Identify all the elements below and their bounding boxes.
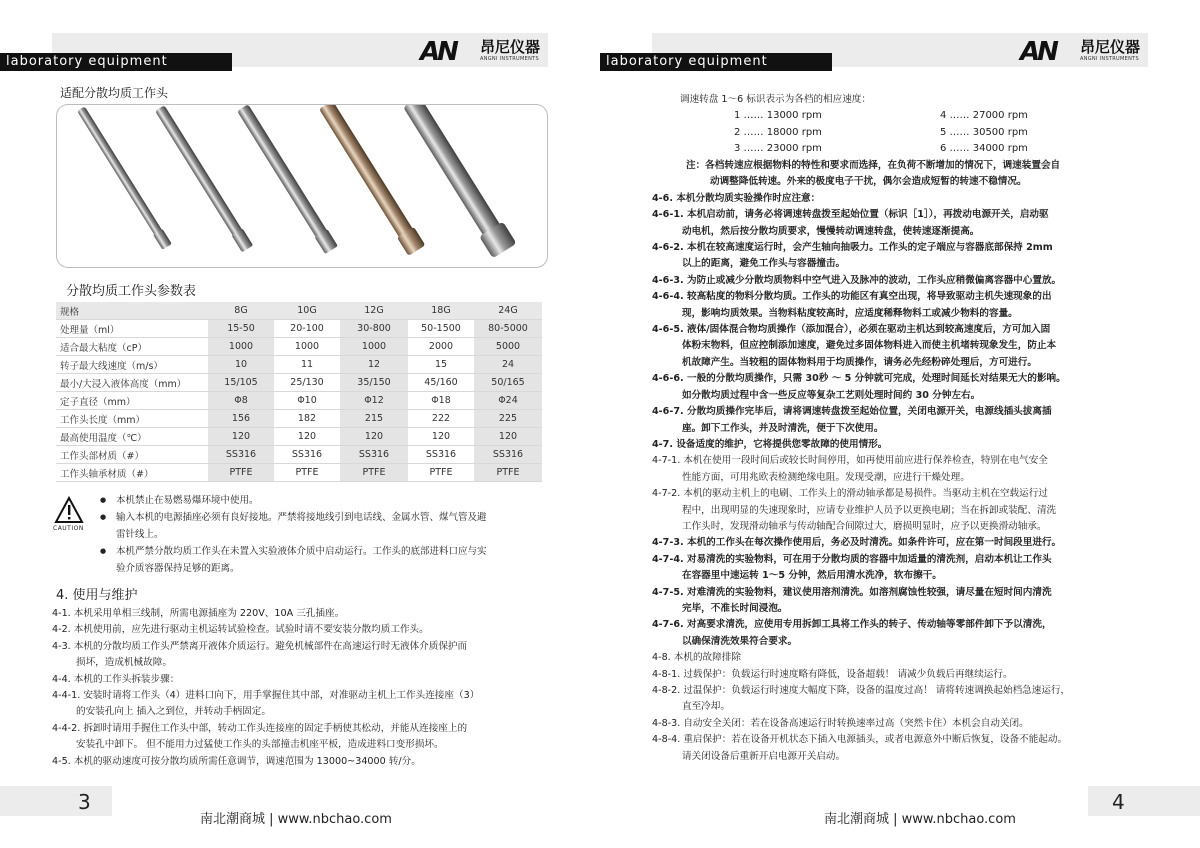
text-line: 动调整降低转速。外来的极度电子干扰，偶尔会造成短暂的转速不稳情况。 [710, 176, 1027, 188]
header-label: laboratory equipment [600, 53, 832, 71]
table-cell: 50/165 [474, 374, 542, 392]
caution-item-cont: 雷针线上。 [116, 529, 164, 540]
text-line: 4-6-5. 液体/固体混合物均质操作（添加混合），必须在驱动主机达到较高速度后，方可加入固 [652, 324, 1051, 336]
text-line: 4-7-4. 对易清洗的实验物料，可在用于分散均质的容器中加适量的清洗剂，启动本机让工作头 [652, 553, 1052, 565]
probe-18g [317, 105, 425, 256]
text-line: 4-8-4. 重启保护：若在设备开机状态下插入电源插头，或者电源意外中断后恢复，设备不能起动。 [652, 734, 1068, 746]
table-cell: 1000 [340, 338, 408, 356]
text-line: 4-1. 本机采用单相三线制，所需电源插座为 220V、10A 三孔插座。 [52, 608, 345, 619]
text-line: 4-7-3. 本机的工作头在每次操作使用后，务必及时清洗。如条件许可，应在第一时间段里进行。 [652, 537, 1062, 549]
page-number: 3 [78, 790, 91, 814]
table-cell: 222 [408, 410, 474, 428]
table-cell: 2000 [408, 338, 474, 356]
right-page [600, 0, 1200, 848]
table-row [56, 392, 542, 410]
probe-8g [76, 106, 172, 250]
table-cell: 45/160 [408, 374, 474, 392]
table-cell: PTFE [474, 464, 542, 482]
table-cell: PTFE [408, 464, 474, 482]
probe-10g [154, 105, 253, 252]
row-label: 工作头部材质（#） [56, 446, 208, 464]
table-cell: Φ8 [208, 392, 274, 410]
row-label: 工作头长度（mm） [56, 410, 208, 428]
page-number: 4 [1112, 790, 1125, 814]
text-line: 机故障产生。当较粗的固体物料用于均质操作，请务必先经粉碎处理后，方可进行。 [682, 356, 1037, 368]
text-line: 4-7-6. 对高要求清洗，应使用专用拆卸工具将工作头的转子、传动轴等零部件卸下予以清洗， [652, 619, 1052, 631]
text-line: 以确保清洗效果符合要求。 [682, 635, 798, 647]
table-row [56, 464, 542, 482]
text-line: 注：各档转速应根据物料的特性和要求而选择，在负荷不断增加的情况下，调速装置会自 [686, 160, 1061, 171]
text-line: 4-5. 本机的驱动速度可按分散均质所需任意调节，调速范围为 13000~34000 转/分。 [52, 755, 421, 767]
speed-row [734, 141, 1034, 158]
text-line: 直至冷却。 [682, 701, 730, 713]
speed-item: 6 …… 34000 rpm [940, 143, 1028, 154]
operation-text [652, 158, 1162, 765]
caution-item: ● 输入本机的电源插座必须有良好接地。严禁将接地线引到电话线、金属水管、煤气管及避 [100, 509, 560, 526]
table-cell: 50-1500 [408, 320, 474, 338]
table-header-cell: 10G [274, 302, 340, 320]
table-header-cell: 12G [340, 302, 408, 320]
table-cell: SS316 [274, 446, 340, 464]
text-line: 4-6-6. 一般的分散均质操作，只需 30秒 ～ 5 分钟就可完成，处理时间延长对结果无大的影响。 [652, 373, 1066, 385]
text-line: 工作头时，发现滑动轴承与传动轴配合间隙过大，磨损明显时，应予以更换滑动轴承。 [682, 520, 1047, 532]
speed-row [734, 125, 1034, 142]
table-cell: 215 [340, 410, 408, 428]
table-cell: 120 [408, 428, 474, 446]
text-line: 4-3. 本机的分散均质工作头严禁离开液体介质运行。避免机械部件在高速运行时无液体介质保护而 [52, 640, 468, 652]
table-cell: 25/130 [274, 374, 340, 392]
table-cell: 24 [474, 356, 542, 374]
row-label: 处理量（ml） [56, 320, 208, 338]
dispersing-heads-photo [56, 104, 548, 268]
text-line: 动电机，然后按分散均质要求，慢慢转动调速转盘，使转速逐渐提高。 [682, 225, 980, 237]
logo-chinese-name: 昂尼仪器 [480, 38, 541, 56]
table-cell: Φ10 [274, 392, 340, 410]
text-line: 程中，出现明显的失速现象时，应请专业维护人员予以更换电刷；当在拆卸或装配、清洗 [682, 504, 1057, 516]
parameter-table [56, 302, 542, 482]
photo-title: 适配分散均质工作头 [60, 86, 169, 100]
table-header-cell: 规格 [56, 302, 208, 320]
table-cell: PTFE [274, 464, 340, 482]
table-cell: 182 [274, 410, 340, 428]
table-cell: 30-800 [340, 320, 408, 338]
text-line: 4-7-2. 本机的驱动主机上的电刷、工作头上的滑动轴承都是易损件。当驱动主机在空载运行过 [652, 488, 1048, 500]
text-line: 4-8-2. 过温保护：负载运行时速度大幅度下降，设备的温度过高！ 请将转速调换起始档急速运行， [652, 685, 1071, 696]
text-line: 在容器里中速运转 1～5 分钟，然后用清水洗净，软布擦干。 [682, 570, 942, 582]
row-label: 最高使用温度（℃） [56, 428, 208, 446]
text-line: 4-8-1. 过载保护：负载运行时速度略有降低，设备超载！ 请减少负载后再继续运行。 [652, 668, 1013, 680]
table-header-cell: 24G [474, 302, 542, 320]
brand-logo [420, 38, 540, 66]
text-line: 体粉末物料，但应控制添加速度，避免过多固体物料进入而使主机堵转现象发生，防止本 [682, 340, 1057, 352]
logo-chinese-name: 昂尼仪器 [1080, 38, 1141, 56]
table-cell: PTFE [208, 464, 274, 482]
table-row [56, 428, 542, 446]
table-cell: 120 [208, 428, 274, 446]
probe-12g [236, 105, 338, 254]
text-line: 4-8. 本机的故障排除 [652, 652, 741, 664]
table-header-row [56, 302, 542, 320]
table-header-cell: 18G [408, 302, 474, 320]
table-cell: Φ24 [474, 392, 542, 410]
table-cell: 120 [474, 428, 542, 446]
table-cell: Φ18 [408, 392, 474, 410]
logo-mark: AN [420, 37, 456, 67]
caution-list [100, 492, 560, 577]
speed-row [734, 108, 1034, 125]
text-line: 4-7-5. 对难清洗的实验物料，建议使用溶剂清洗。如溶剂腐蚀性较强，请尽量在短时间内清洗 [652, 586, 1052, 598]
text-line: 4-2. 本机使用前，应先进行驱动主机运转试验检查。试验时请不要安装分散均质工作头。 [52, 624, 429, 636]
table-cell: SS316 [474, 446, 542, 464]
table-cell: 20-100 [274, 320, 340, 338]
header-label: laboratory equipment [0, 53, 232, 71]
footer-site: 南北潮商城 | www.nbchao.com [824, 812, 1016, 827]
table-cell: 156 [208, 410, 274, 428]
text-line: 以上的距离，避免工作头与容器撞击。 [682, 258, 846, 270]
text-line: 如分散均质过程中含一些反应等复杂工艺则处理时间约 30 分钟左右。 [682, 389, 981, 401]
brand-logo [1020, 38, 1140, 66]
table-cell: PTFE [340, 464, 408, 482]
table-row [56, 374, 542, 392]
footer-band [0, 786, 112, 816]
speed-item: 1 …… 13000 rpm [734, 110, 822, 121]
text-line: 4-6-4. 较高粘度的物料分散均质。工作头的功能区有真空出现，将导致驱动主机失速现象的出 [652, 291, 1052, 303]
text-line: 调速转盘 1～6 标识表示为各档的相应速度： [680, 94, 871, 105]
table-cell: 15/105 [208, 374, 274, 392]
table-cell: 1000 [208, 338, 274, 356]
table-cell: 15 [408, 356, 474, 374]
table-row [56, 338, 542, 356]
speed-item: 2 …… 18000 rpm [734, 126, 822, 138]
text-line: 4-6. 本机分散均质实验操作时应注意： [652, 192, 821, 204]
usage-text [52, 606, 552, 770]
logo-english-name: ANGNI INSTRUMENTS [480, 56, 539, 62]
caution-item: ● 本机禁止在易燃易爆环境中使用。 [100, 492, 560, 509]
table-cell: 15-50 [208, 320, 274, 338]
text-line: 4-6-2. 本机在较高速度运行时，会产生轴向抽吸力。工作头的定子端应与容器底部保持 2mm [652, 242, 1053, 254]
text-line: 4-7. 设备适度的维护，它将提供您零故障的使用情形。 [652, 438, 888, 450]
speed-list [734, 108, 1034, 158]
caution-item-cont: 验介质容器保持足够的距离。 [116, 563, 240, 574]
speed-intro [680, 92, 871, 108]
logo-mark: AN [1020, 37, 1056, 67]
table-cell: 120 [340, 428, 408, 446]
table-cell: 120 [274, 428, 340, 446]
table-cell: 12 [340, 356, 408, 374]
table-cell: 11 [274, 356, 340, 374]
table-cell: SS316 [408, 446, 474, 464]
row-label: 适合最大粘度（cP） [56, 338, 208, 356]
speed-item: 3 …… 23000 rpm [734, 143, 822, 154]
speed-item: 5 …… 30500 rpm [940, 126, 1028, 138]
table-row [56, 356, 542, 374]
caution-label: CAUTION [53, 525, 84, 532]
row-label: 工作头轴承材质（#） [56, 464, 208, 482]
footer-band [1088, 786, 1200, 816]
footer-site: 南北潮商城 | www.nbchao.com [200, 812, 392, 827]
table-cell: SS316 [208, 446, 274, 464]
table-title: 分散均质工作头参数表 [66, 284, 197, 299]
table-row [56, 320, 542, 338]
text-line: 安装孔中卸下。 但不能用力过猛使工作头的头部撞击机座平板，造成进料口变形损坏。 [76, 739, 444, 751]
table-cell: 225 [474, 410, 542, 428]
table-cell: 10 [208, 356, 274, 374]
table-cell: 5000 [474, 338, 542, 356]
text-line: 4-4-2. 拆卸时请用手握住工作头中部，转动工作头连接座的固定手柄使其松动，并能从连接座上的 [52, 722, 468, 734]
section-4-title: 4. 使用与维护 [56, 588, 138, 603]
table-cell: 1000 [274, 338, 340, 356]
text-line: 4-4-1. 安装时请将工作头（4）进料口向下，用手掌握住其中部，对准驱动主机上工作头连接座（3） [52, 690, 480, 702]
table-row [56, 410, 542, 428]
text-line: 4-8-3. 自动安全关闭：若在设备高速运行时转换速率过高（突然卡住）本机会自动关闭。 [652, 717, 1029, 729]
text-line: 请关闭设备后重新开启电源开关启动。 [682, 750, 846, 762]
text-line: 完毕，不准长时间浸泡。 [682, 602, 788, 614]
speed-item: 4 …… 27000 rpm [940, 110, 1028, 121]
row-label: 最小/大浸入液体高度（mm） [56, 374, 208, 392]
text-line: 性能方面，可用兆欧表检测绝缘电阻。发现受潮，应进行干燥处理。 [682, 471, 970, 483]
text-line: 座。卸下工作头，并及时清洗，便于下次使用。 [682, 422, 884, 434]
text-line: 4-6-3. 为防止或减少分散均质物料中空气进入及脉冲的波动，工作头应稍微偏离容器中心置放。 [652, 274, 1062, 286]
logo-english-name: ANGNI INSTRUMENTS [1080, 56, 1139, 62]
row-label: 定子直径（mm） [56, 392, 208, 410]
caution-item: ● 本机严禁分散均质工作头在未置入实验液体介质中启动运行。工作头的底部进料口应与实 [100, 543, 560, 560]
text-line: 现，影响均质效果。当物料粘度较高时，应适度稀释物料工或减少物料的容量。 [682, 307, 1018, 319]
table-cell: SS316 [340, 446, 408, 464]
dispersing-heads-illustration [57, 105, 548, 268]
text-line: 4-4. 本机的工作头拆装步骤： [52, 673, 180, 685]
row-label: 转子最大线速度（m/s） [56, 356, 208, 374]
table-header-cell: 8G [208, 302, 274, 320]
text-line: 损坏，造成机械故障。 [76, 657, 172, 669]
text-line: 4-7-1. 本机在使用一段时间后或较长时间停用，如再使用前应进行保养检查，特别在电气安全 [652, 455, 1048, 467]
table-row [56, 446, 542, 464]
table-cell: 35/150 [340, 374, 408, 392]
text-line: 4-6-1. 本机启动前，请务必将调速转盘拨至起始位置（标识［1］），再拨动电源开关，启动驱 [652, 209, 1049, 221]
text-line: 4-6-7. 分散均质操作完毕后，请将调速转盘拨至起始位置，关闭电源开关，电源线插头拔离插 [652, 406, 1052, 418]
text-line: 的安装孔向上 插入之到位，并转动手柄固定。 [76, 706, 271, 718]
table-cell: 80-5000 [474, 320, 542, 338]
table-cell: Φ12 [340, 392, 408, 410]
